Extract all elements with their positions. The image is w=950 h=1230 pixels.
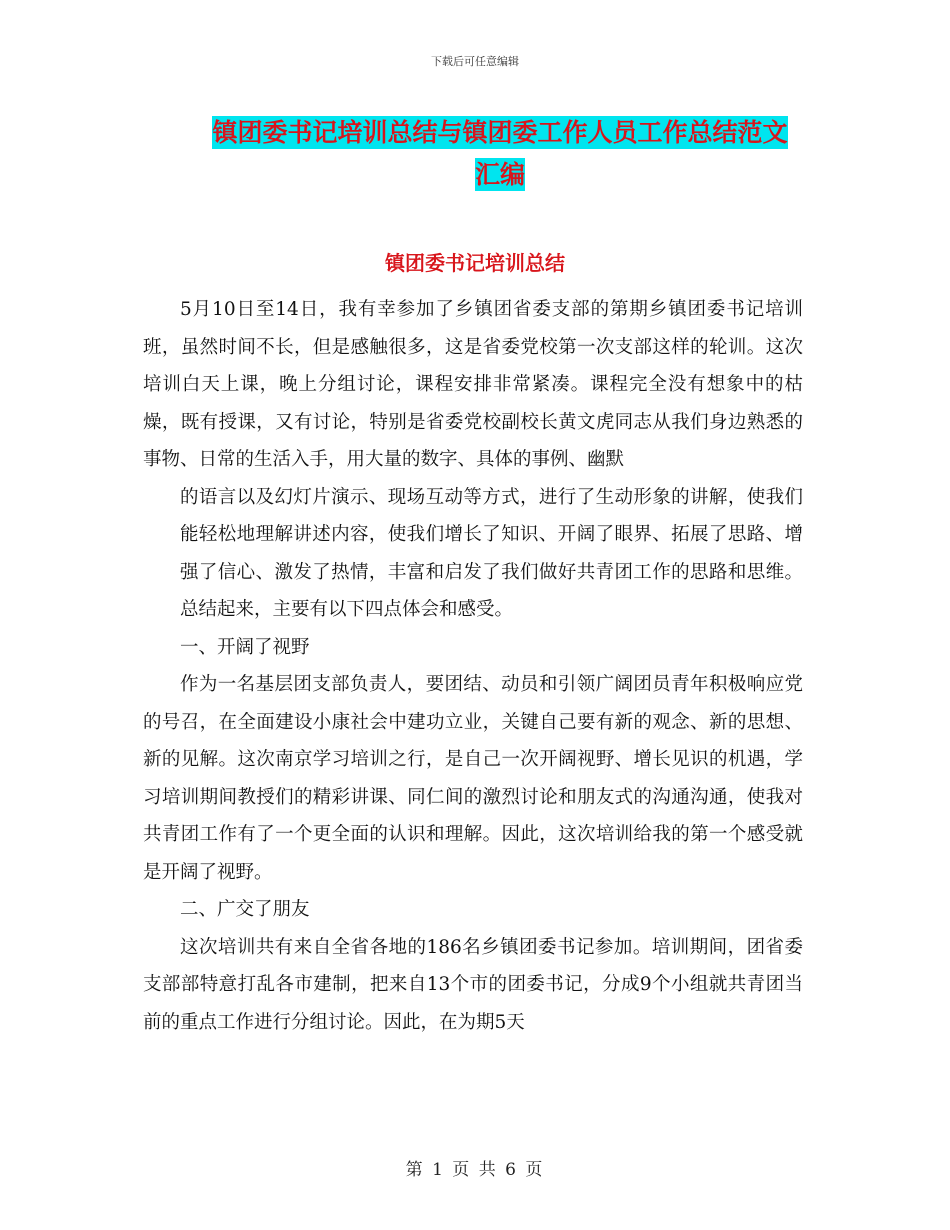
document-title-line2: 汇编 (474, 160, 525, 189)
paragraph-friends: 这次培训共有来自全省各地的186名乡镇团委书记参加。培训期间，团省委支部部特意打乱各市建制，把来自13个市的团委书记，分成9个小组就共青团当前的重点工作进行分组讨论。因此，在为期5天 (143, 936, 803, 1033)
document-title-line1: 镇团委书记培训总结与镇团委工作人员工作总结范文 (212, 118, 788, 147)
paragraph-intro: 5月10日至14日，我有幸参加了乡镇团省委支部的第期乡镇团委书记培训班，虽然时间不长，但是感触很多，这是省委党校第一次支部这样的轮训。这次培训白天上课，晚上分组讨论，课程安排非常紧凑。课程完全没有想象中的枯燥，既有授课，又有讨论，特别是省委党校副校长黄文虎同志从我们身边熟悉的事物、日常的生活入手，用大量的数字、具体的事例、幽默 (143, 299, 803, 470)
subheading-make-friends: 二、广交了朋友 (180, 899, 310, 920)
section-title: 镇团委书记培训总结 (385, 251, 565, 275)
paragraph-continued: 的语言以及幻灯片演示、现场互动等方式，进行了生动形象的讲解，使我们能轻松地理解讲述内容，使我们增长了知识、开阔了眼界、拓展了思路、增强了信心、激发了热情，丰富和启发了我们做好共青团工作的思路和思维。总结起来，主要有以下四点体会和感受。 (180, 486, 803, 620)
paragraph-horizons: 作为一名基层团支部负责人，要团结、动员和引领广阔团员青年积极响应党的号召，在全面建设小康社会中建功立业，关键自己要有新的观念、新的思想、新的见解。这次南京学习培训之行，是自己一次开阔视野、增长见识的机遇，学习培训期间教授们的精彩讲课、同仁间的激烈讨论和朋友式的沟通沟通，使我对共青团工作有了一个更全面的认识和理解。因此，这次培训给我的第一个感受就是开阔了视野。 (143, 674, 803, 883)
page-footer: 第 1 页 共 6 页 (405, 1160, 545, 1180)
document-title (190, 112, 810, 196)
subheading-broaden-horizons: 一、开阔了视野 (180, 636, 310, 658)
body-text (143, 291, 803, 1041)
header-note: 下载后可任意编辑 (431, 55, 519, 68)
